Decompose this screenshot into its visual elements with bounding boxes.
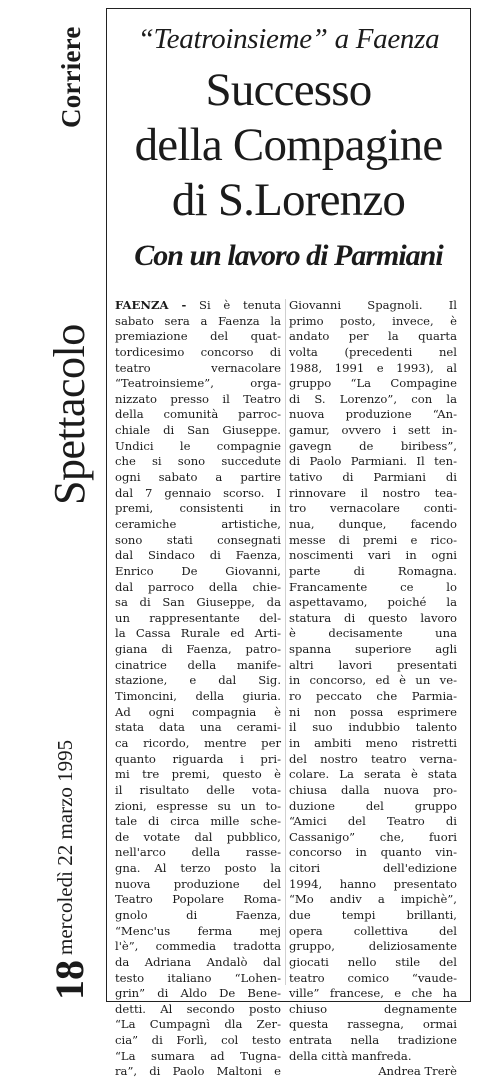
body-line: Francamente ce lo: [289, 579, 457, 594]
page-margin: [0, 0, 100, 1018]
body-line: sa di San Giuseppe, da: [115, 595, 281, 610]
body-line: zioni, espresse su un to-: [115, 798, 281, 813]
article-headline: [107, 63, 470, 228]
body-line: gruppo “La Compagine: [289, 376, 457, 391]
body-line: stazione, e dal Sig.: [115, 673, 281, 688]
article-subheadline: Con un lavoro di Parmiani: [134, 239, 443, 272]
body-line: testo italiano “Lohen-: [115, 970, 281, 985]
section-label: Spettacolo: [45, 324, 94, 505]
body-line: duzione del gruppo: [289, 798, 457, 813]
body-line: il suo indubbio talento: [289, 720, 457, 735]
body-line: due tempi brillanti,: [289, 907, 457, 922]
body-line: tro vernacolare conti-: [289, 501, 457, 516]
section-top-label: Corriere: [56, 26, 86, 128]
body-line: in concorso, ed è un ve-: [289, 673, 457, 688]
body-line: gna. Al terzo posto la: [115, 861, 281, 876]
body-line: primo posto, invece, è: [289, 313, 457, 328]
body-line: opera collettiva del: [289, 923, 457, 938]
body-line: 1988, 1991 e 1993), al: [289, 360, 457, 375]
body-line: “Menc'us ferma mej: [115, 923, 281, 938]
body-line: grin” di Aldo De Bene-: [115, 986, 281, 1001]
body-line: “La Cumpagnì dla Zer-: [115, 1017, 281, 1032]
author-byline: Andrea Trerè: [378, 1064, 457, 1079]
body-line: un rappresentante del-: [115, 610, 281, 625]
body-line: tale di circa mille sche-: [115, 814, 281, 829]
body-line: volta (precedenti nel: [289, 344, 457, 359]
body-line: è decisamente una: [289, 626, 457, 641]
body-line: messe di premi e rico-: [289, 532, 457, 547]
body-line: gruppo, deliziosamente: [289, 939, 457, 954]
article-box: [106, 8, 471, 1079]
body-line: “Teatroinsieme”, orga-: [115, 376, 281, 391]
body-line: teatro comico “vaude-: [289, 970, 457, 985]
body-line: ville” francese, e che ha: [289, 986, 457, 1001]
body-line: nell'arco della rasse-: [115, 845, 281, 860]
headline-line: di S.Lorenzo: [171, 174, 406, 226]
body-line: ro peccato che Parmia-: [289, 689, 457, 704]
body-line: Enrico De Giovanni,: [115, 563, 281, 578]
dateline: FAENZA -: [115, 298, 187, 312]
body-line: noscimenti vari in ogni: [289, 548, 457, 563]
body-line: “Mo andiv a impichè”,: [289, 892, 457, 907]
body-line: Giovanni Spagnoli. Il: [289, 298, 457, 312]
body-line: “La sumara ad Tugna-: [115, 1048, 281, 1063]
body-line: gamur, ovvero i sett in-: [289, 423, 457, 438]
body-line: di Paolo Parmiani. Il ten-: [289, 454, 457, 469]
body-line: altri lavori presentati: [289, 657, 457, 672]
body-line: “Amici del Teatro di: [289, 814, 457, 829]
body-line: cia” di Forlì, col testo: [115, 1033, 281, 1048]
body-line: ra”, di Paolo Maltoni e: [115, 1064, 281, 1079]
body-line: questa rassegna, ormai: [289, 1017, 457, 1032]
body-line: ogni sabato a partire: [115, 470, 281, 485]
body-line: nizzato presso il Teatro: [115, 391, 281, 406]
body-line: ni non possa esprimere: [289, 704, 457, 719]
body-line: rinnovare il nostro tea-: [289, 485, 457, 500]
body-line: statura di questo lavoro: [289, 610, 457, 625]
body-line: sabato sera a Faenza la: [115, 313, 281, 328]
body-line: ca ricordo, mentre per: [115, 735, 281, 750]
body-line: premi, consistenti in: [115, 501, 281, 516]
body-line: aspettavamo, poiché la: [289, 595, 457, 610]
body-line: giana di Faenza, patro-: [115, 642, 281, 657]
body-line: dal parroco della chie-: [115, 579, 281, 594]
headline-line: della Compagine: [134, 119, 443, 171]
body-line: in ambiti meno ristretti: [289, 735, 457, 750]
body-line: quanto riguarda i pri-: [115, 751, 281, 766]
body-line: de votate dal pubblico,: [115, 829, 281, 844]
body-line: detti. Al secondo posto: [115, 1001, 281, 1016]
body-line: Teatro Popolare Roma-: [115, 892, 281, 907]
article-kicker: “Teatroinsieme” a Faenza: [137, 23, 440, 55]
body-line: chiale di San Giuseppe.: [115, 423, 281, 438]
body-line: sono stati consegnati: [115, 532, 281, 547]
body-line: stata data una cerami-: [115, 720, 281, 735]
body-line: Ad ogni compagnia è: [115, 704, 281, 719]
body-line: giocati nello stile del: [289, 954, 457, 969]
body-line: spanna superiore agli: [289, 642, 457, 657]
body-line: concorso in quanto vin-: [289, 845, 457, 860]
body-line: della comunità parroc-: [115, 407, 281, 422]
body-line: chiusa dalla nuova pro-: [289, 782, 457, 797]
body-line: entrata nella tradizione: [289, 1033, 457, 1048]
body-line: teatro vernacolare: [115, 360, 281, 375]
body-line: di S. Lorenzo”, con la: [289, 391, 457, 406]
body-line: nuova produzione “An-: [289, 407, 457, 422]
body-line: citori dell'edizione: [289, 861, 457, 876]
body-line: colare. La serata è stata: [289, 767, 457, 782]
body-line: nuova produzione del: [115, 876, 281, 891]
column-divider: [285, 299, 286, 985]
body-line: parte di Romagna.: [289, 563, 457, 578]
body-line: Timoncini, della giuria.: [115, 689, 281, 704]
body-line: del nostro teatro verna-: [289, 751, 457, 766]
headline-line: Successo: [205, 64, 372, 116]
body-line: da Adriana Andalò dal: [115, 954, 281, 969]
body-line: ceramiche artistiche,: [115, 516, 281, 531]
body-line: Undici le compagnie: [115, 438, 281, 453]
body-line: il risultato delle vota-: [115, 782, 281, 797]
body-line: la Cassa Rurale ed Arti-: [115, 626, 281, 641]
body-line: mi tre premi, questo è: [115, 767, 281, 782]
article-column-right: [289, 298, 457, 1080]
body-line: tativo di Parmiani di: [289, 470, 457, 485]
body-line: della città manfreda.: [289, 1048, 412, 1063]
body-line: che si sono succedute: [115, 454, 281, 469]
publication-date: mercoledì 22 marzo 1995: [53, 739, 77, 955]
body-line: Cassanigo” che, fuori: [289, 829, 457, 844]
body-line: 1994, hanno presentato: [289, 876, 457, 891]
body-line: l'è”, commedia tradotta: [115, 939, 281, 954]
article-column-left: [115, 298, 281, 1080]
body-line: andato per la quarta: [289, 329, 457, 344]
body-line: premiazione del quat-: [115, 329, 281, 344]
body-line: dal Sindaco di Faenza,: [115, 548, 281, 563]
body-line: gnolo di Faenza,: [115, 907, 281, 922]
body-line: dal 7 gennaio scorso. I: [115, 485, 281, 500]
body-line: gavegn de biribess”,: [289, 438, 457, 453]
body-line: FAENZA - Si è tenuta: [115, 298, 282, 312]
body-line: nua, dunque, facendo: [289, 516, 457, 531]
body-line: tordicesimo concorso di: [115, 344, 281, 359]
page-number: 18: [47, 960, 92, 1000]
body-line: cinatrice della manife-: [115, 657, 281, 672]
body-line: chiuso degnamente: [289, 1001, 457, 1016]
